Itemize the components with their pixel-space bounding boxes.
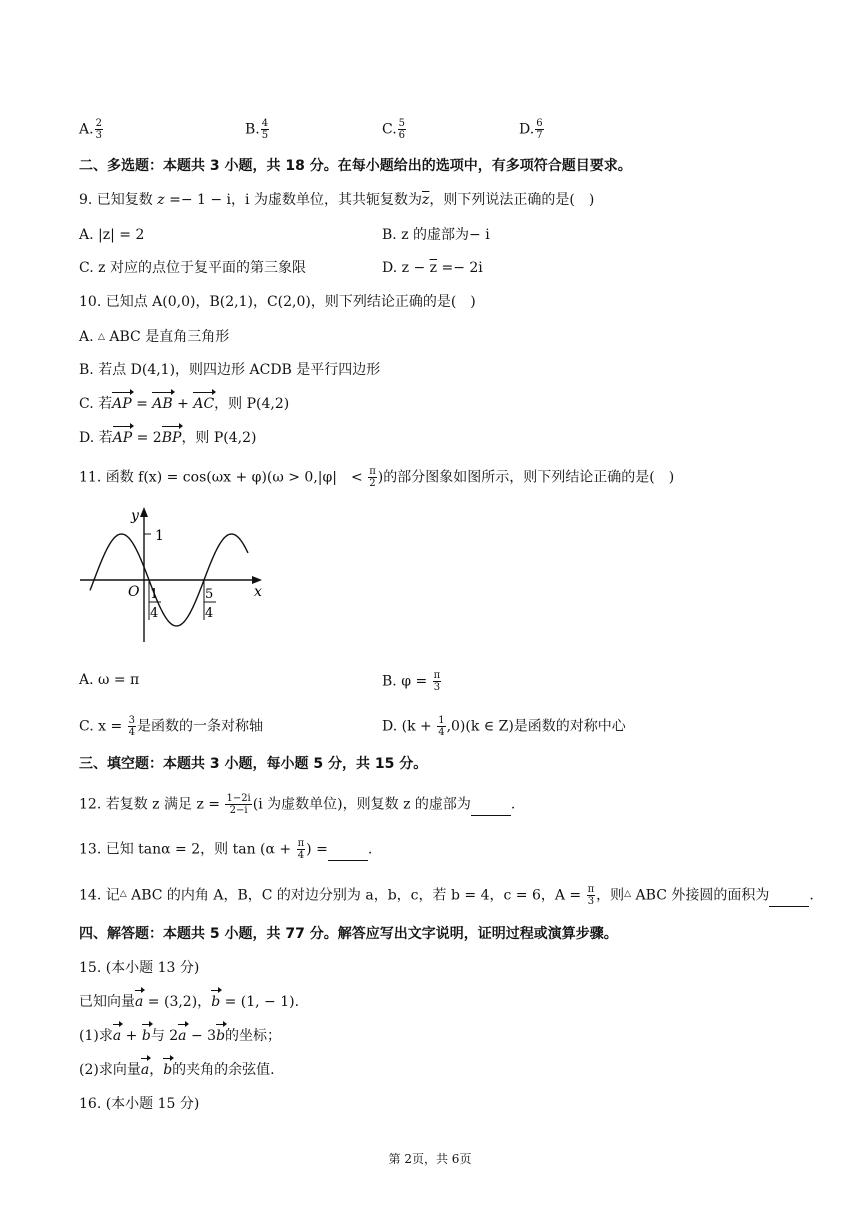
fraction: $\frac{\pi}{3}$ bbox=[433, 670, 441, 693]
q8-option-c: C. $\frac{5}{6}$ bbox=[382, 118, 406, 141]
section-heading-4: 四、解答题：本题共 5 小题，共 77 分。解答应写出文字说明，证明过程或演算步骤。 bbox=[79, 926, 618, 942]
y-axis-arrow bbox=[140, 507, 148, 517]
section-heading-3: 三、填空题：本题共 3 小题，每小题 5 分，共 15 分。 bbox=[79, 756, 428, 772]
q11-option-b: B. φ = $\frac{\pi}{3}$ bbox=[382, 670, 441, 693]
q11-cosine-graph bbox=[76, 502, 276, 650]
x-tick-five-quarters-den: 4 bbox=[205, 606, 214, 621]
answer-blank bbox=[769, 892, 809, 907]
q11-option-d: D. (k + $\frac{1}{4}$ ,0)(k ∈ Z)是函数的对称中心 bbox=[382, 715, 626, 738]
answer-blank bbox=[328, 846, 368, 861]
q11-option-a: A. ω = π bbox=[79, 672, 140, 688]
y-axis-label: y bbox=[131, 508, 139, 524]
fraction: $\frac{\pi}{4}$ bbox=[297, 838, 305, 861]
q16-title: 16. (本小题 15 分) bbox=[79, 1096, 200, 1112]
q14-text: 14. 记△ ABC 的内角 A，B，C 的对边分别为 a，b，c，若 b = 4，c = 6，A = $\frac{\pi}{3}$ ，则△ ABC 外接圆的面积为 . bbox=[79, 884, 814, 907]
q10-option-a: A. △ ABC 是直角三角形 bbox=[79, 329, 230, 345]
y-tick-label-one: 1 bbox=[155, 528, 164, 544]
fraction: $\frac{1-2i}{2-i}$ bbox=[226, 793, 251, 816]
x-tick-five-quarters-num: 5 bbox=[205, 587, 214, 602]
q9-option-d: D. $z - \overline{z} =- 2i$ bbox=[382, 260, 483, 276]
x-axis-arrow bbox=[252, 576, 262, 584]
fraction: $\frac{3}{4}$ bbox=[128, 715, 136, 738]
fraction: $\frac{\pi}{3}$ bbox=[587, 884, 595, 907]
q8-option-b: B. $\frac{4}{5}$ bbox=[245, 118, 269, 141]
q9-option-a: A. |z| = 2 bbox=[79, 227, 145, 243]
q15-part-2: (2)求向量a，b的夹角的余弦值. bbox=[79, 1062, 275, 1078]
q9-stem: 9. 已知复数 z =− 1 − i，i 为虚数单位，其共轭复数为$\overline{z}$，则下列说法正确的是( ) bbox=[79, 192, 595, 208]
fraction: $\frac{\pi}{2}$ bbox=[369, 466, 376, 489]
q10-option-c: C. 若AP = AB + AC，则 P(4,2) bbox=[79, 396, 290, 412]
fraction: $\frac{1}{4}$ bbox=[438, 715, 445, 738]
fraction: $\frac{2}{3}$ bbox=[95, 118, 102, 141]
q15-part-1: (1)求a + b与 2a − 3b的坐标； bbox=[79, 1028, 282, 1044]
q9-option-c: C. z 对应的点位于复平面的第三象限 bbox=[79, 260, 306, 276]
q9-option-b: B. z 的虚部为− i bbox=[382, 227, 490, 243]
q10-stem: 10. 已知点 A(0,0)，B(2,1)，C(2,0)，则下列结论正确的是( ) bbox=[79, 294, 476, 310]
q13-text: 13. 已知 tanα = 2，则 tan (α + $\frac{\pi}{4}$ ) = . bbox=[79, 838, 373, 861]
q15-title: 15. (本小题 13 分) bbox=[79, 960, 200, 976]
section-heading-2: 二、多选题：本题共 3 小题，共 18 分。在每小题给出的选项中，有多项符合题目要求。 bbox=[79, 158, 632, 174]
q15-given: 已知向量a = (3,2)，b = (1, − 1). bbox=[79, 994, 300, 1010]
x-axis-label: x bbox=[254, 584, 262, 600]
fraction: $\frac{4}{5}$ bbox=[261, 118, 269, 141]
page-footer: 第 2页，共 6页 bbox=[388, 1152, 472, 1166]
origin-label: O bbox=[128, 584, 140, 600]
fraction: $\frac{5}{6}$ bbox=[398, 118, 406, 141]
q10-option-b: B. 若点 D(4,1)，则四边形 ACDB 是平行四边形 bbox=[79, 362, 381, 378]
q12-text: 12. 若复数 z 满足 z = $\frac{1-2i}{2-i}$ (i 为虚数单位)，则复数 z 的虚部为 . bbox=[79, 793, 516, 816]
q11-option-c: C. x = $\frac{3}{4}$ 是函数的一条对称轴 bbox=[79, 715, 264, 738]
q8-option-a: A. $\frac{2}{3}$ bbox=[79, 118, 102, 141]
fraction: $\frac{6}{7}$ bbox=[536, 118, 543, 141]
answer-blank bbox=[471, 801, 511, 816]
q11-stem: 11. 函数 f(x) = cos(ωx + φ)(ω > 0,|φ| < $\frac{\pi}{2}$ )的部分图象如图所示，则下列结论正确的是( ) bbox=[79, 466, 675, 489]
x-tick-quarter-num: 1 bbox=[150, 587, 159, 602]
q10-option-d: D. 若AP = 2BP，则 P(4,2) bbox=[79, 430, 257, 446]
q8-option-d: D. $\frac{6}{7}$ bbox=[519, 118, 543, 141]
x-tick-quarter-den: 4 bbox=[150, 606, 159, 621]
